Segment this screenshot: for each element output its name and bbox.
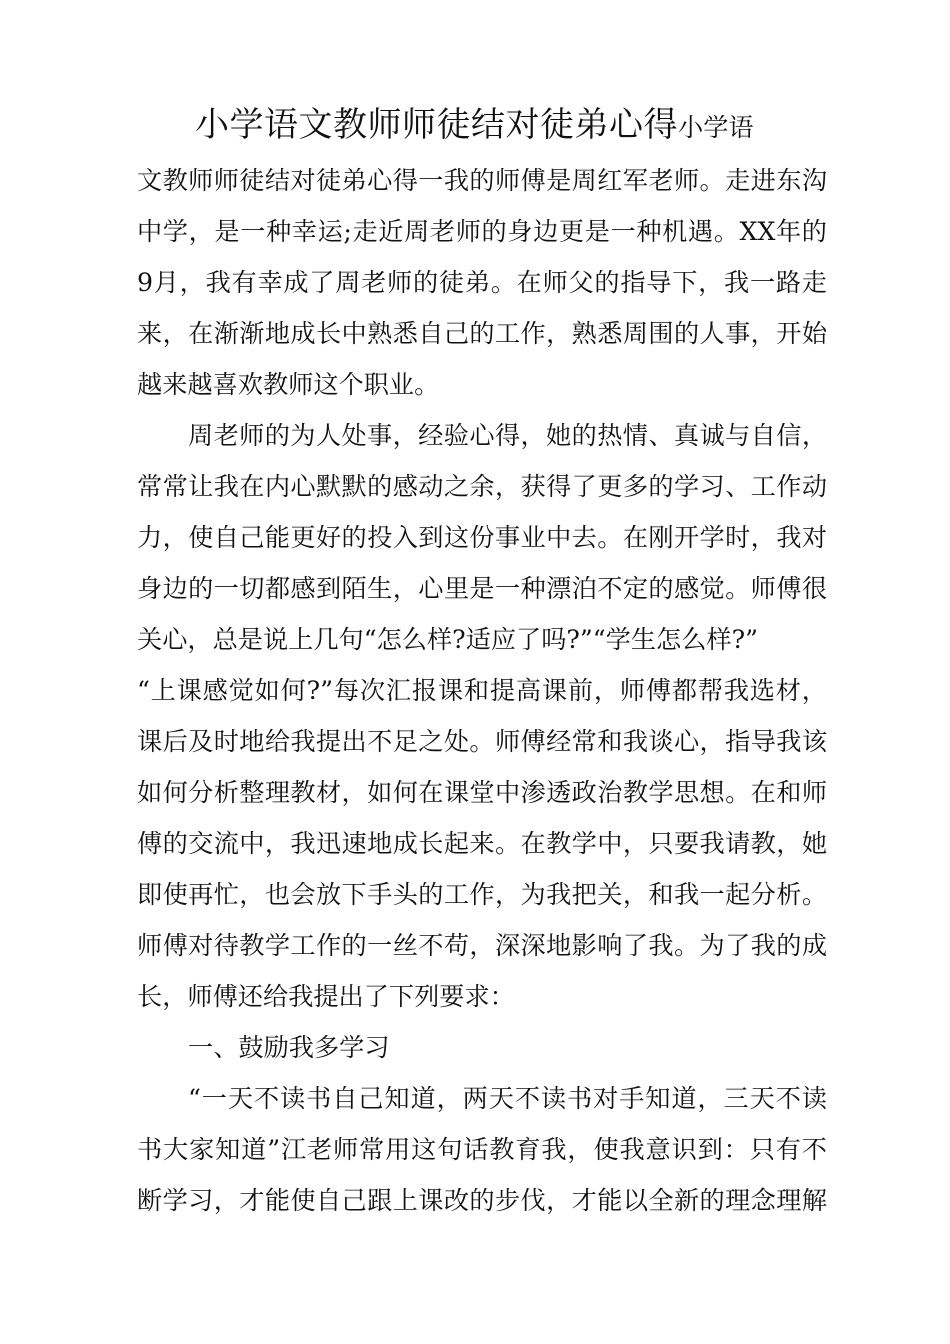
text-line: 即使再忙，也会放下手头的工作，为我把关，和我一起分析。 xyxy=(137,880,827,909)
text-line: 长，师傅还给我提出了下列要求： xyxy=(137,982,515,1011)
paragraph-first-line: “一天不读书自己知道，两天不读书对手知道，三天不读 xyxy=(188,1084,827,1113)
text-line: 断学习，才能使自己跟上课改的步伐，才能以全新的理念理解 xyxy=(137,1186,827,1215)
title-row xyxy=(137,99,827,151)
section-heading: 一、鼓励我多学习 xyxy=(188,1033,390,1062)
text-line: 师傅对待教学工作的一丝不苟，深深地影响了我。为了我的成 xyxy=(137,931,827,960)
text-line: 傅的交流中，我迅速地成长起来。在教学中，只要我请教，她 xyxy=(137,829,827,858)
page-title: 小学语文教师师徒结对徒弟心得 xyxy=(195,105,678,145)
text-line: 常常让我在内心默默的感动之余，获得了更多的学习、工作动 xyxy=(137,472,827,501)
text-line: 如何分析整理教材，如何在课堂中渗透政治教学思想。在和师 xyxy=(137,778,827,807)
text-line: 文教师师徒结对徒弟心得一我的师傅是周红军老师。走进东沟 xyxy=(137,166,827,195)
paragraph-first-line: 周老师的为人处事，经验心得，她的热情、真诚与自信， xyxy=(188,421,827,450)
text-line: 关心，总是说上几句“怎么样?适应了吗?”“学生怎么样?” xyxy=(137,625,758,654)
title-continuation: 小学语 xyxy=(678,113,754,142)
text-line: 身边的一切都感到陌生，心里是一种漂泊不定的感觉。师傅很 xyxy=(137,574,827,603)
text-line: 力，使自己能更好的投入到这份事业中去。在刚开学时，我对 xyxy=(137,523,827,552)
text-line: 来，在渐渐地成长中熟悉自己的工作，熟悉周围的人事，开始 xyxy=(137,319,827,348)
text-line: 中学，是一种幸运;走近周老师的身边更是一种机遇。XX年的 xyxy=(137,217,827,246)
text-line: 书大家知道”江老师常用这句话教育我，使我意识到：只有不 xyxy=(137,1135,827,1164)
text-line: 课后及时地给我提出不足之处。师傅经常和我谈心，指导我该 xyxy=(137,727,827,756)
text-line: 越来越喜欢教师这个职业。 xyxy=(137,370,440,399)
text-line: “上课感觉如何?”每次汇报课和提高课前，师傅都帮我选材， xyxy=(137,676,827,705)
text-line: 9月，我有幸成了周老师的徒弟。在师父的指导下，我一路走 xyxy=(137,268,827,297)
